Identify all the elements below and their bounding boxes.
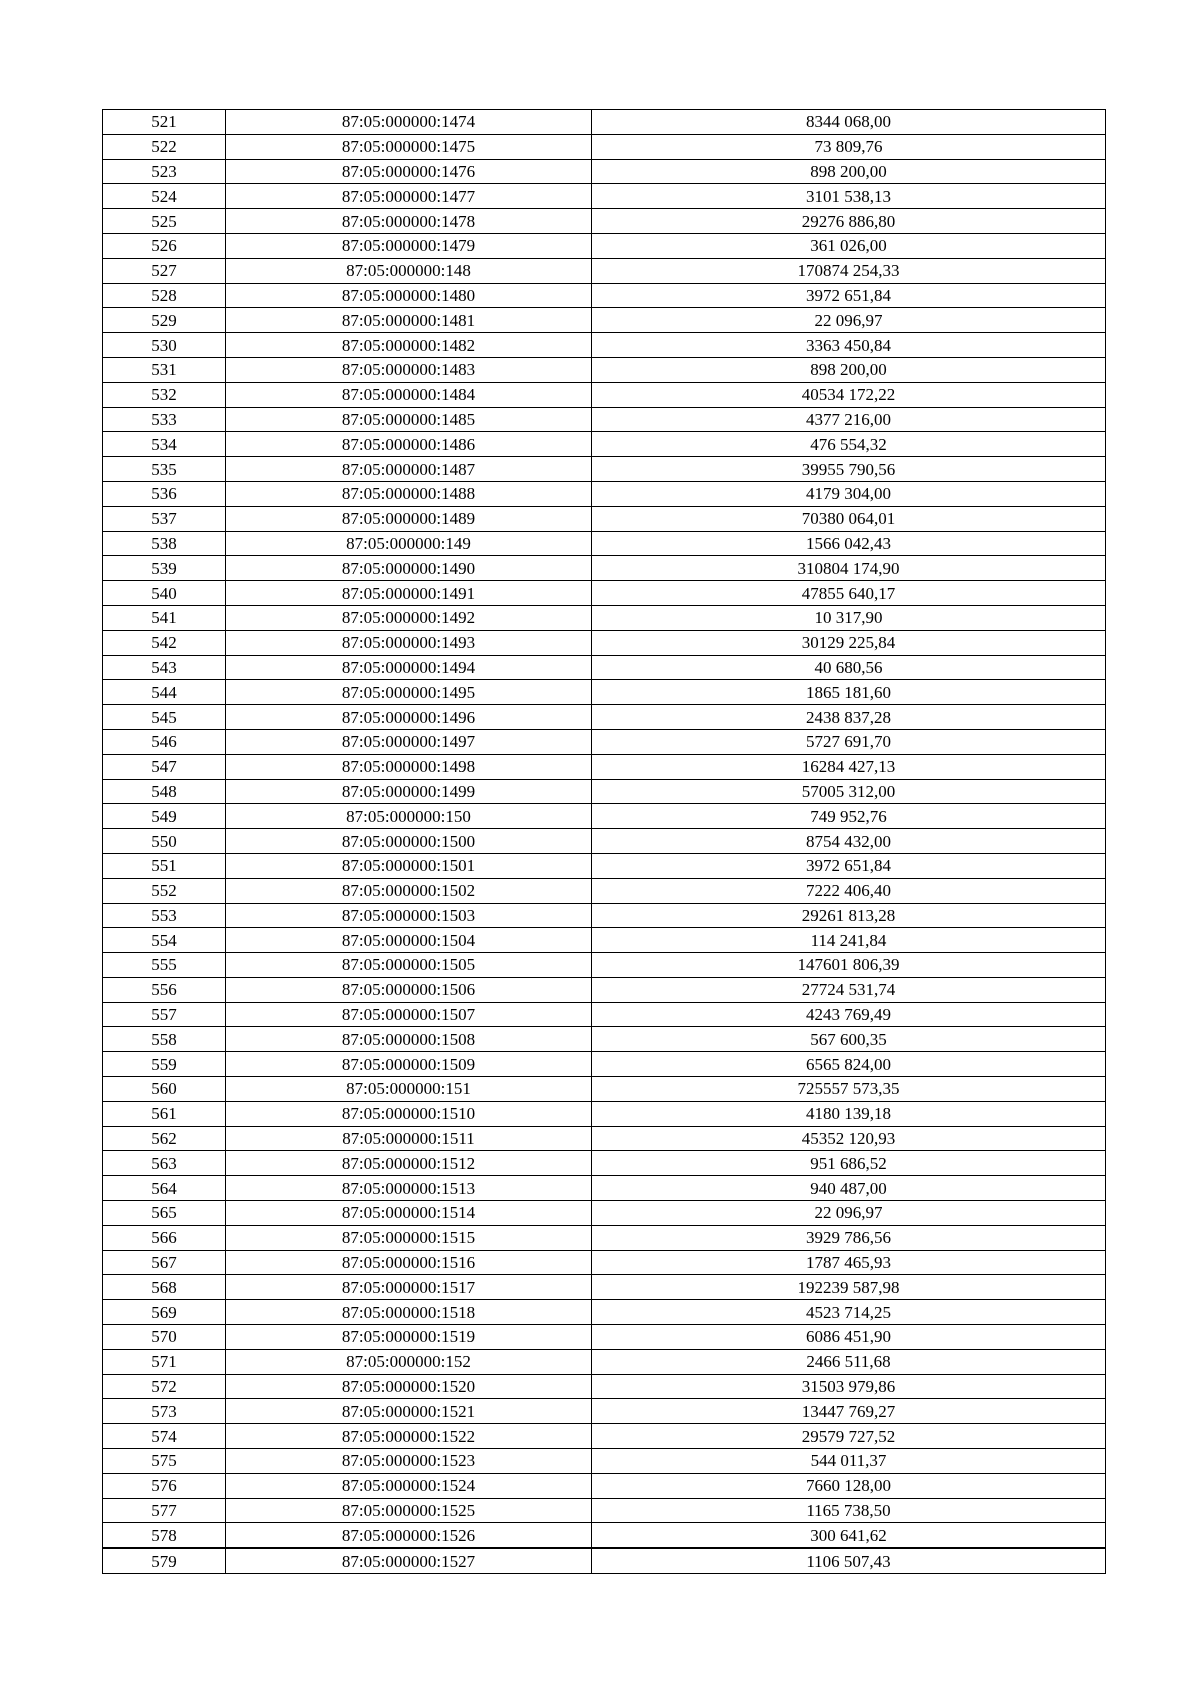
- row-number-cell: 579: [103, 1548, 226, 1573]
- cadastral-number-cell: 87:05:000000:1527: [226, 1548, 592, 1573]
- table-row: [103, 1275, 1106, 1300]
- cadastral-value-cell: 45352 120,93: [592, 1126, 1106, 1151]
- row-number-cell: 530: [103, 333, 226, 358]
- table-row: [103, 705, 1106, 730]
- cadastral-value-cell: 4377 216,00: [592, 407, 1106, 432]
- cadastral-value-cell: 73 809,76: [592, 134, 1106, 159]
- table-row: [103, 779, 1106, 804]
- row-number-cell: 525: [103, 209, 226, 234]
- cadastral-value-cell: 57005 312,00: [592, 779, 1106, 804]
- cadastral-value-cell: 13447 769,27: [592, 1399, 1106, 1424]
- cadastral-number-cell: 87:05:000000:1505: [226, 953, 592, 978]
- table-row: [103, 903, 1106, 928]
- table-row: [103, 655, 1106, 680]
- cadastral-value-cell: 29579 727,52: [592, 1424, 1106, 1449]
- table-row: [103, 1349, 1106, 1374]
- cadastral-value-cell: 476 554,32: [592, 432, 1106, 457]
- row-number-cell: 526: [103, 233, 226, 258]
- row-number-cell: 543: [103, 655, 226, 680]
- cadastral-value-cell: 2466 511,68: [592, 1349, 1106, 1374]
- cadastral-number-cell: 87:05:000000:1517: [226, 1275, 592, 1300]
- row-number-cell: 535: [103, 457, 226, 482]
- cadastral-value-cell: 47855 640,17: [592, 581, 1106, 606]
- table-row: [103, 1151, 1106, 1176]
- cadastral-value-cell: 3363 450,84: [592, 333, 1106, 358]
- cadastral-number-cell: 87:05:000000:1501: [226, 853, 592, 878]
- row-number-cell: 554: [103, 928, 226, 953]
- cadastral-number-cell: 87:05:000000:1495: [226, 680, 592, 705]
- table-row: [103, 134, 1106, 159]
- row-number-cell: 557: [103, 1002, 226, 1027]
- cadastral-value-cell: 4523 714,25: [592, 1300, 1106, 1325]
- cadastral-value-cell: 3972 651,84: [592, 283, 1106, 308]
- cadastral-number-cell: 87:05:000000:1522: [226, 1424, 592, 1449]
- table-body: [103, 110, 1106, 1574]
- table-row: [103, 1250, 1106, 1275]
- row-number-cell: 527: [103, 258, 226, 283]
- row-number-cell: 562: [103, 1126, 226, 1151]
- table-row: [103, 804, 1106, 829]
- cadastral-number-cell: 87:05:000000:1506: [226, 977, 592, 1002]
- table-row: [103, 878, 1106, 903]
- cadastral-value-cell: 39955 790,56: [592, 457, 1106, 482]
- row-number-cell: 531: [103, 357, 226, 382]
- cadastral-value-cell: 4179 304,00: [592, 481, 1106, 506]
- row-number-cell: 553: [103, 903, 226, 928]
- row-number-cell: 555: [103, 953, 226, 978]
- table-row: [103, 1201, 1106, 1226]
- table-row: [103, 953, 1106, 978]
- cadastral-number-cell: 87:05:000000:1516: [226, 1250, 592, 1275]
- cadastral-value-cell: 8344 068,00: [592, 110, 1106, 135]
- cadastral-value-cell: 22 096,97: [592, 308, 1106, 333]
- table-row: [103, 184, 1106, 209]
- table-row: [103, 1548, 1106, 1573]
- cadastral-number-cell: 87:05:000000:1502: [226, 878, 592, 903]
- row-number-cell: 544: [103, 680, 226, 705]
- cadastral-number-cell: 87:05:000000:152: [226, 1349, 592, 1374]
- table-row: [103, 432, 1106, 457]
- cadastral-number-cell: 87:05:000000:1509: [226, 1052, 592, 1077]
- table-row: [103, 928, 1106, 953]
- cadastral-value-cell: 170874 254,33: [592, 258, 1106, 283]
- cadastral-number-cell: 87:05:000000:1480: [226, 283, 592, 308]
- cadastral-value-cell: 2438 837,28: [592, 705, 1106, 730]
- cadastral-number-cell: 87:05:000000:1485: [226, 407, 592, 432]
- cadastral-number-cell: 87:05:000000:1487: [226, 457, 592, 482]
- cadastral-number-cell: 87:05:000000:1494: [226, 655, 592, 680]
- table-row: [103, 531, 1106, 556]
- row-number-cell: 578: [103, 1523, 226, 1548]
- cadastral-value-cell: 361 026,00: [592, 233, 1106, 258]
- cadastral-number-cell: 87:05:000000:1520: [226, 1374, 592, 1399]
- cadastral-number-cell: 87:05:000000:1493: [226, 630, 592, 655]
- cadastral-value-cell: 4243 769,49: [592, 1002, 1106, 1027]
- row-number-cell: 537: [103, 506, 226, 531]
- table-row: [103, 605, 1106, 630]
- row-number-cell: 521: [103, 110, 226, 135]
- cadastral-value-cell: 567 600,35: [592, 1027, 1106, 1052]
- table-row: [103, 1498, 1106, 1523]
- cadastral-value-cell: 1165 738,50: [592, 1498, 1106, 1523]
- table-row: [103, 233, 1106, 258]
- cadastral-number-cell: 87:05:000000:1518: [226, 1300, 592, 1325]
- cadastral-number-cell: 87:05:000000:1481: [226, 308, 592, 333]
- row-number-cell: 546: [103, 729, 226, 754]
- cadastral-number-cell: 87:05:000000:1512: [226, 1151, 592, 1176]
- cadastral-number-cell: 87:05:000000:1474: [226, 110, 592, 135]
- table-row: [103, 754, 1106, 779]
- cadastral-value-cell: 725557 573,35: [592, 1077, 1106, 1102]
- table-row: [103, 308, 1106, 333]
- table-row: [103, 1225, 1106, 1250]
- cadastral-number-cell: 87:05:000000:1500: [226, 829, 592, 854]
- table-row: [103, 110, 1106, 135]
- cadastral-value-cell: 147601 806,39: [592, 953, 1106, 978]
- table-row: [103, 680, 1106, 705]
- row-number-cell: 548: [103, 779, 226, 804]
- cadastral-number-cell: 87:05:000000:1489: [226, 506, 592, 531]
- row-number-cell: 564: [103, 1176, 226, 1201]
- cadastral-value-cell: 4180 139,18: [592, 1101, 1106, 1126]
- cadastral-value-cell: 5727 691,70: [592, 729, 1106, 754]
- cadastral-value-cell: 40534 172,22: [592, 382, 1106, 407]
- cadastral-number-cell: 87:05:000000:151: [226, 1077, 592, 1102]
- cadastral-number-cell: 87:05:000000:1499: [226, 779, 592, 804]
- table-row: [103, 581, 1106, 606]
- row-number-cell: 545: [103, 705, 226, 730]
- cadastral-value-cell: 1787 465,93: [592, 1250, 1106, 1275]
- cadastral-number-cell: 87:05:000000:1498: [226, 754, 592, 779]
- row-number-cell: 542: [103, 630, 226, 655]
- row-number-cell: 536: [103, 481, 226, 506]
- cadastral-value-cell: 70380 064,01: [592, 506, 1106, 531]
- cadastral-number-cell: 87:05:000000:1526: [226, 1523, 592, 1548]
- cadastral-number-cell: 87:05:000000:1491: [226, 581, 592, 606]
- table-row: [103, 457, 1106, 482]
- row-number-cell: 558: [103, 1027, 226, 1052]
- cadastral-value-cell: 6565 824,00: [592, 1052, 1106, 1077]
- row-number-cell: 569: [103, 1300, 226, 1325]
- cadastral-number-cell: 87:05:000000:1523: [226, 1449, 592, 1474]
- row-number-cell: 574: [103, 1424, 226, 1449]
- table-row: [103, 1473, 1106, 1498]
- row-number-cell: 522: [103, 134, 226, 159]
- row-number-cell: 552: [103, 878, 226, 903]
- row-number-cell: 529: [103, 308, 226, 333]
- row-number-cell: 565: [103, 1201, 226, 1226]
- cadastral-value-cell: 29261 813,28: [592, 903, 1106, 928]
- cadastral-number-cell: 87:05:000000:1524: [226, 1473, 592, 1498]
- cadastral-number-cell: 87:05:000000:1482: [226, 333, 592, 358]
- cadastral-value-cell: 8754 432,00: [592, 829, 1106, 854]
- table-row: [103, 1300, 1106, 1325]
- table-row: [103, 283, 1106, 308]
- table-row: [103, 1325, 1106, 1350]
- table-row: [103, 729, 1106, 754]
- cadastral-value-cell: 7222 406,40: [592, 878, 1106, 903]
- cadastral-value-cell: 544 011,37: [592, 1449, 1106, 1474]
- table-row: [103, 407, 1106, 432]
- table-row: [103, 1424, 1106, 1449]
- table-row: [103, 829, 1106, 854]
- row-number-cell: 561: [103, 1101, 226, 1126]
- cadastral-value-cell: 1865 181,60: [592, 680, 1106, 705]
- row-number-cell: 570: [103, 1325, 226, 1350]
- row-number-cell: 541: [103, 605, 226, 630]
- table-row: [103, 1052, 1106, 1077]
- cadastral-value-cell: 29276 886,80: [592, 209, 1106, 234]
- cadastral-value-cell: 27724 531,74: [592, 977, 1106, 1002]
- table-row: [103, 481, 1106, 506]
- row-number-cell: 528: [103, 283, 226, 308]
- cadastral-number-cell: 87:05:000000:1507: [226, 1002, 592, 1027]
- table-row: [103, 977, 1106, 1002]
- row-number-cell: 576: [103, 1473, 226, 1498]
- cadastral-value-cell: 6086 451,90: [592, 1325, 1106, 1350]
- cadastral-number-cell: 87:05:000000:1479: [226, 233, 592, 258]
- cadastral-value-cell: 951 686,52: [592, 1151, 1106, 1176]
- cadastral-number-cell: 87:05:000000:1476: [226, 159, 592, 184]
- row-number-cell: 533: [103, 407, 226, 432]
- cadastral-number-cell: 87:05:000000:1503: [226, 903, 592, 928]
- table-row: [103, 506, 1106, 531]
- cadastral-number-cell: 87:05:000000:1477: [226, 184, 592, 209]
- table-row: [103, 1027, 1106, 1052]
- cadastral-number-cell: 87:05:000000:1483: [226, 357, 592, 382]
- table-row: [103, 1077, 1106, 1102]
- cadastral-number-cell: 87:05:000000:150: [226, 804, 592, 829]
- table-row: [103, 556, 1106, 581]
- row-number-cell: 575: [103, 1449, 226, 1474]
- row-number-cell: 577: [103, 1498, 226, 1523]
- cadastral-value-cell: 3972 651,84: [592, 853, 1106, 878]
- cadastral-number-cell: 87:05:000000:1504: [226, 928, 592, 953]
- table-row: [103, 1374, 1106, 1399]
- cadastral-value-cell: 1106 507,43: [592, 1548, 1106, 1573]
- cadastral-number-cell: 87:05:000000:1521: [226, 1399, 592, 1424]
- table-row: [103, 1399, 1106, 1424]
- cadastral-number-cell: 87:05:000000:148: [226, 258, 592, 283]
- cadastral-value-cell: 3101 538,13: [592, 184, 1106, 209]
- cadastral-number-cell: 87:05:000000:1514: [226, 1201, 592, 1226]
- cadastral-number-cell: 87:05:000000:1488: [226, 481, 592, 506]
- cadastral-number-cell: 87:05:000000:1490: [226, 556, 592, 581]
- row-number-cell: 551: [103, 853, 226, 878]
- table-row: [103, 333, 1106, 358]
- row-number-cell: 568: [103, 1275, 226, 1300]
- cadastral-value-cell: 3929 786,56: [592, 1225, 1106, 1250]
- cadastral-number-cell: 87:05:000000:1515: [226, 1225, 592, 1250]
- row-number-cell: 523: [103, 159, 226, 184]
- cadastral-value-cell: 16284 427,13: [592, 754, 1106, 779]
- table-row: [103, 1002, 1106, 1027]
- cadastral-number-cell: 87:05:000000:1511: [226, 1126, 592, 1151]
- row-number-cell: 571: [103, 1349, 226, 1374]
- table-row: [103, 382, 1106, 407]
- row-number-cell: 540: [103, 581, 226, 606]
- row-number-cell: 572: [103, 1374, 226, 1399]
- cadastral-number-cell: 87:05:000000:1510: [226, 1101, 592, 1126]
- cadastral-value-cell: 898 200,00: [592, 159, 1106, 184]
- table-row: [103, 209, 1106, 234]
- row-number-cell: 563: [103, 1151, 226, 1176]
- cadastral-number-cell: 87:05:000000:1484: [226, 382, 592, 407]
- cadastral-number-cell: 87:05:000000:1492: [226, 605, 592, 630]
- table-row: [103, 853, 1106, 878]
- row-number-cell: 534: [103, 432, 226, 457]
- row-number-cell: 573: [103, 1399, 226, 1424]
- row-number-cell: 559: [103, 1052, 226, 1077]
- cadastral-number-cell: 87:05:000000:1497: [226, 729, 592, 754]
- cadastral-value-cell: 30129 225,84: [592, 630, 1106, 655]
- cadastral-number-cell: 87:05:000000:1496: [226, 705, 592, 730]
- table-row: [103, 1449, 1106, 1474]
- cadastral-number-cell: 87:05:000000:1525: [226, 1498, 592, 1523]
- cadastral-value-cell: 31503 979,86: [592, 1374, 1106, 1399]
- cadastral-number-cell: 87:05:000000:1478: [226, 209, 592, 234]
- row-number-cell: 556: [103, 977, 226, 1002]
- row-number-cell: 547: [103, 754, 226, 779]
- cadastral-value-cell: 192239 587,98: [592, 1275, 1106, 1300]
- cadastral-number-cell: 87:05:000000:1513: [226, 1176, 592, 1201]
- cadastral-number-cell: 87:05:000000:1486: [226, 432, 592, 457]
- cadastral-value-cell: 1566 042,43: [592, 531, 1106, 556]
- cadastral-number-cell: 87:05:000000:1508: [226, 1027, 592, 1052]
- row-number-cell: 538: [103, 531, 226, 556]
- cadastral-value-cell: 898 200,00: [592, 357, 1106, 382]
- row-number-cell: 550: [103, 829, 226, 854]
- table-row: [103, 630, 1106, 655]
- cadastral-number-cell: 87:05:000000:1519: [226, 1325, 592, 1350]
- table-row: [103, 258, 1106, 283]
- row-number-cell: 524: [103, 184, 226, 209]
- cadastral-value-cell: 940 487,00: [592, 1176, 1106, 1201]
- table-row: [103, 1176, 1106, 1201]
- row-number-cell: 549: [103, 804, 226, 829]
- table-row: [103, 1126, 1106, 1151]
- cadastral-value-cell: 114 241,84: [592, 928, 1106, 953]
- row-number-cell: 560: [103, 1077, 226, 1102]
- table-row: [103, 1523, 1106, 1548]
- cadastral-value-cell: 749 952,76: [592, 804, 1106, 829]
- cadastral-value-cell: 310804 174,90: [592, 556, 1106, 581]
- row-number-cell: 566: [103, 1225, 226, 1250]
- cadastral-value-cell: 300 641,62: [592, 1523, 1106, 1548]
- row-number-cell: 567: [103, 1250, 226, 1275]
- cadastral-value-cell: 10 317,90: [592, 605, 1106, 630]
- table-row: [103, 1101, 1106, 1126]
- cadastral-value-table: [102, 109, 1106, 1574]
- row-number-cell: 532: [103, 382, 226, 407]
- table-row: [103, 357, 1106, 382]
- table-row: [103, 159, 1106, 184]
- cadastral-value-cell: 7660 128,00: [592, 1473, 1106, 1498]
- row-number-cell: 539: [103, 556, 226, 581]
- cadastral-value-cell: 22 096,97: [592, 1201, 1106, 1226]
- cadastral-value-cell: 40 680,56: [592, 655, 1106, 680]
- cadastral-number-cell: 87:05:000000:149: [226, 531, 592, 556]
- cadastral-number-cell: 87:05:000000:1475: [226, 134, 592, 159]
